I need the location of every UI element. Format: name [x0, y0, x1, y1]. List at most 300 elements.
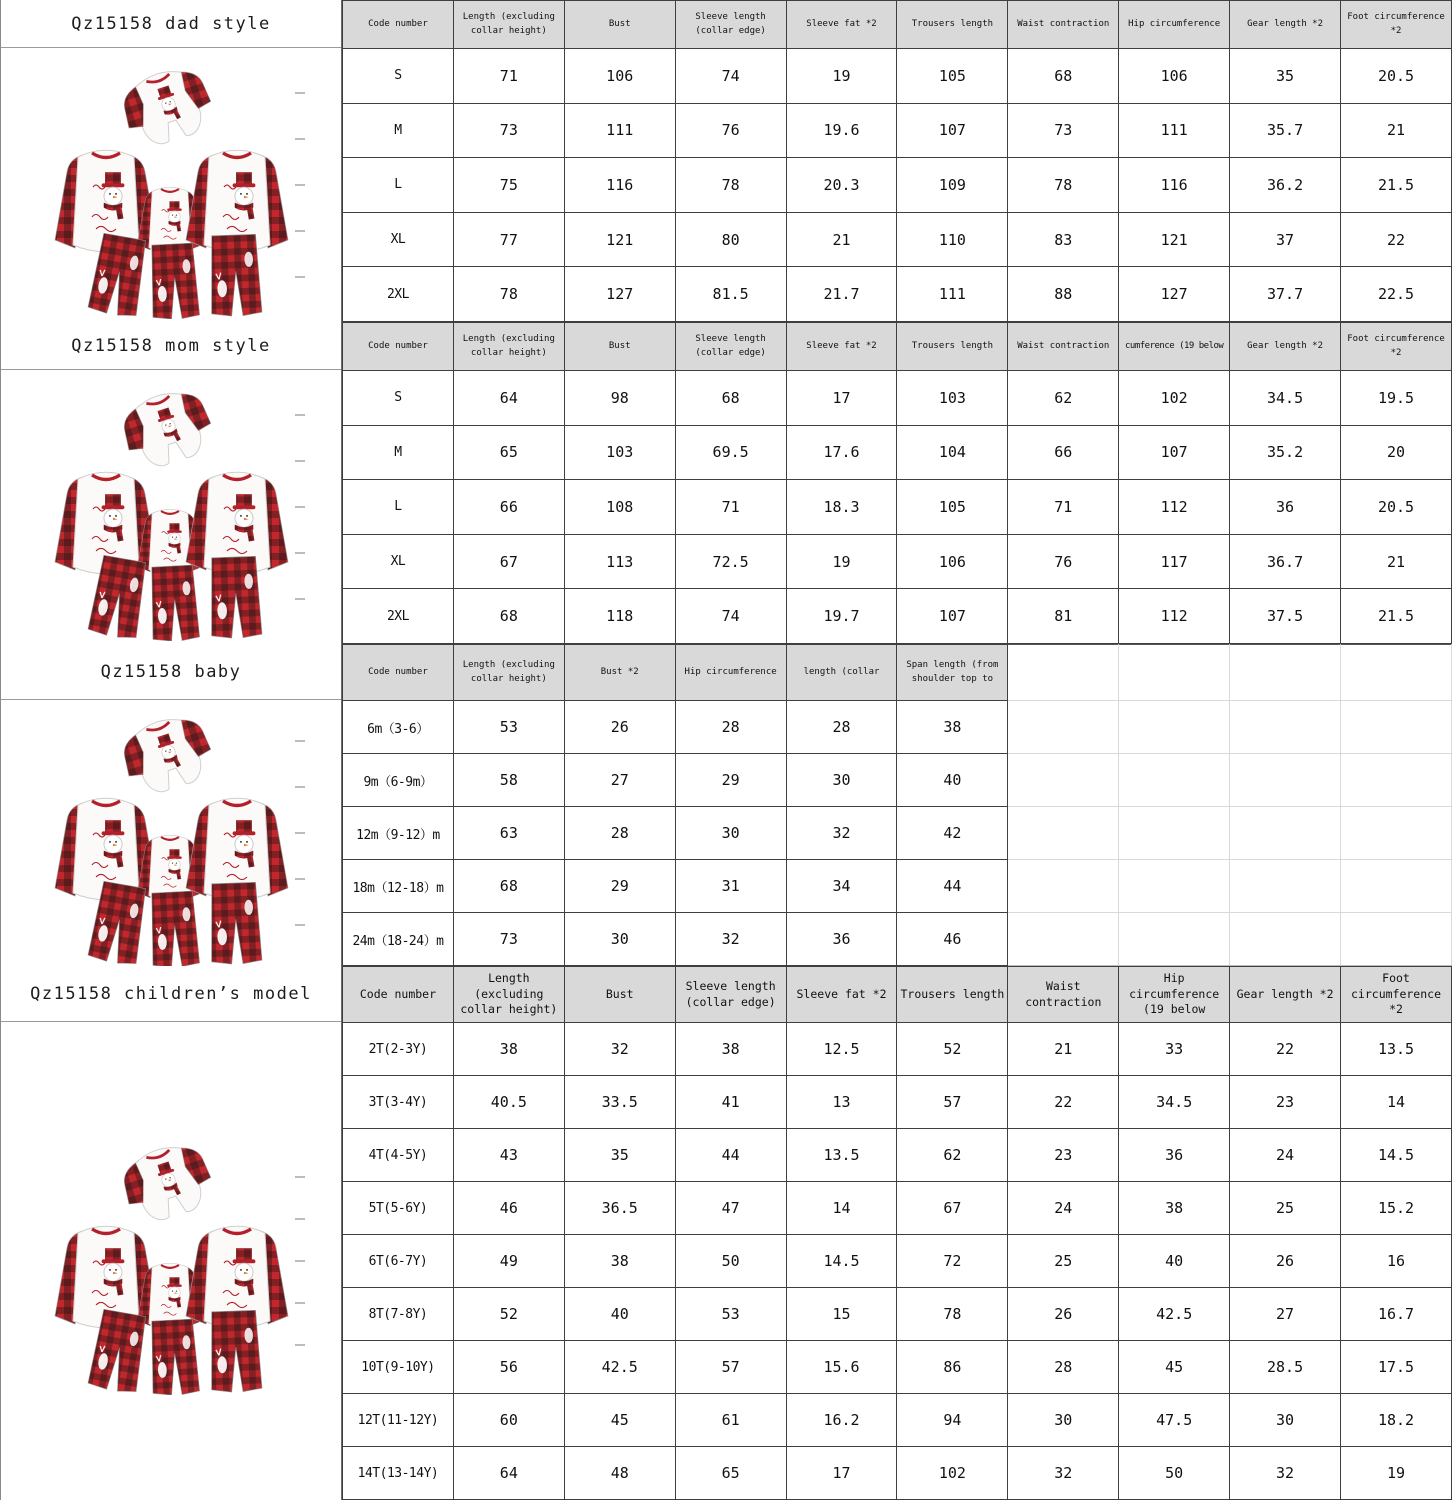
table-cell: 13.5	[1341, 1023, 1452, 1076]
empty-cell	[1008, 754, 1119, 807]
table-cell: 28	[786, 701, 897, 754]
table-cell: 41	[675, 1076, 786, 1129]
table-cell: 42	[897, 807, 1008, 860]
column-header: Foot circumference *2	[1341, 323, 1452, 371]
table-cell: 88	[1008, 267, 1119, 322]
table-cell: 35.2	[1230, 425, 1341, 480]
row-header: 6m（3-6）	[343, 701, 454, 754]
column-header: Waist contraction	[1008, 967, 1119, 1023]
table-cell: 127	[1119, 267, 1230, 322]
table-cell: 58	[453, 754, 564, 807]
dash-mark	[295, 878, 305, 880]
table-cell: 45	[1119, 1341, 1230, 1394]
empty-cell	[1008, 645, 1119, 701]
table-cell: 28	[1008, 1341, 1119, 1394]
column-header: cumference (19 below	[1119, 323, 1230, 371]
table-cell: 36.2	[1230, 158, 1341, 213]
table-cell: 20	[1341, 425, 1452, 480]
column-header: Sleeve length (collar edge)	[675, 323, 786, 371]
section-baby-left-panel	[1, 644, 342, 966]
table-cell: 38	[453, 1023, 564, 1076]
table-cell: 37.5	[1230, 589, 1341, 644]
table-cell: 67	[453, 534, 564, 589]
header-row	[343, 323, 1452, 371]
table-cell: 68	[1008, 49, 1119, 104]
dash-mark	[295, 786, 305, 788]
empty-cell	[1230, 860, 1341, 913]
section-mom-style	[1, 322, 1452, 644]
column-header: Waist contraction	[1008, 1, 1119, 49]
table-row	[343, 860, 1452, 913]
column-header: Waist contraction	[1008, 323, 1119, 371]
table-row	[343, 158, 1452, 213]
table-cell: 72.5	[675, 534, 786, 589]
column-header: Code number	[343, 645, 454, 701]
table-cell: 68	[453, 860, 564, 913]
table-cell: 25	[1008, 1235, 1119, 1288]
table-cell: 111	[564, 103, 675, 158]
table-cell: 33.5	[564, 1076, 675, 1129]
empty-cell	[1119, 807, 1230, 860]
table-cell: 81	[1008, 589, 1119, 644]
table-row	[343, 1235, 1452, 1288]
table-cell: 105	[897, 480, 1008, 535]
table-cell: 116	[564, 158, 675, 213]
column-header: Sleeve length (collar edge)	[675, 1, 786, 49]
column-header: Foot circumference *2	[1341, 967, 1452, 1023]
table-cell: 37.7	[1230, 267, 1341, 322]
table-cell: 57	[897, 1076, 1008, 1129]
table-row	[343, 1288, 1452, 1341]
table-row	[343, 913, 1452, 966]
table-cell: 17.6	[786, 425, 897, 480]
table-cell: 21.5	[1341, 589, 1452, 644]
table-row	[343, 1076, 1452, 1129]
section-dad-left-panel	[1, 0, 342, 322]
product-photo-baby	[1, 700, 341, 966]
table-row	[343, 807, 1452, 860]
table-cell: 14	[1341, 1076, 1452, 1129]
product-photo-children	[1, 1022, 341, 1500]
table-cell: 94	[897, 1394, 1008, 1447]
column-header: Code number	[343, 967, 454, 1023]
table-cell: 107	[897, 589, 1008, 644]
section-mom-left-panel	[1, 322, 342, 644]
table-cell: 98	[564, 371, 675, 426]
empty-cell	[1230, 645, 1341, 701]
table-cell: 26	[1230, 1235, 1341, 1288]
table-cell: 33	[1119, 1023, 1230, 1076]
table-cell: 38	[897, 701, 1008, 754]
table-cell: 34.5	[1119, 1076, 1230, 1129]
table-cell: 23	[1230, 1076, 1341, 1129]
table-cell: 30	[564, 913, 675, 966]
pajama-set-illustration	[46, 51, 296, 319]
size-table-children	[342, 966, 1452, 1500]
column-header: Length (excluding collar height)	[453, 1, 564, 49]
table-cell: 28.5	[1230, 1341, 1341, 1394]
dash-mark	[295, 1260, 305, 1262]
dash-mark	[295, 276, 305, 278]
table-cell: 83	[1008, 212, 1119, 267]
pajama-set-illustration	[46, 373, 296, 641]
table-cell: 24	[1008, 1182, 1119, 1235]
row-header: 12m（9-12）m	[343, 807, 454, 860]
column-header: Hip circumference	[1119, 1, 1230, 49]
row-header: 3T(3-4Y)	[343, 1076, 454, 1129]
table-cell: 38	[564, 1235, 675, 1288]
dash-mark	[295, 414, 305, 416]
table-row	[343, 371, 1452, 426]
table-cell: 46	[453, 1182, 564, 1235]
table-cell: 21	[1341, 534, 1452, 589]
empty-cell	[1341, 807, 1452, 860]
size-table-mom	[342, 322, 1452, 644]
table-cell: 27	[564, 754, 675, 807]
table-cell: 118	[564, 589, 675, 644]
table-cell: 30	[675, 807, 786, 860]
table-cell: 53	[453, 701, 564, 754]
pajama-set-illustration	[46, 1127, 296, 1395]
table-cell: 27	[1230, 1288, 1341, 1341]
table-cell: 40	[1119, 1235, 1230, 1288]
table-cell: 14.5	[786, 1235, 897, 1288]
table-cell: 86	[897, 1341, 1008, 1394]
table-cell: 30	[1008, 1394, 1119, 1447]
header-row	[343, 967, 1452, 1023]
table-cell: 109	[897, 158, 1008, 213]
table-cell: 60	[453, 1394, 564, 1447]
table-cell: 13.5	[786, 1129, 897, 1182]
empty-cell	[1008, 860, 1119, 913]
column-header: Code number	[343, 1, 454, 49]
table-cell: 49	[453, 1235, 564, 1288]
row-header: L	[343, 480, 454, 535]
row-header: 24m（18-24）m	[343, 913, 454, 966]
table-cell: 127	[564, 267, 675, 322]
table-cell: 16.2	[786, 1394, 897, 1447]
table-cell: 63	[453, 807, 564, 860]
dash-mark	[295, 832, 305, 834]
table-cell: 47.5	[1119, 1394, 1230, 1447]
table-row	[343, 754, 1452, 807]
empty-cell	[1119, 860, 1230, 913]
table-cell: 73	[453, 103, 564, 158]
row-header: 18m（12-18）m	[343, 860, 454, 913]
dash-mark	[295, 740, 305, 742]
table-cell: 73	[1008, 103, 1119, 158]
section-baby	[1, 644, 1452, 966]
table-cell: 102	[1119, 371, 1230, 426]
table-cell: 65	[453, 425, 564, 480]
table-row	[343, 49, 1452, 104]
table-row	[343, 701, 1452, 754]
empty-cell	[1341, 754, 1452, 807]
empty-cell	[1119, 754, 1230, 807]
column-header: Trousers length	[897, 967, 1008, 1023]
table-cell: 20.3	[786, 158, 897, 213]
section-children-model	[1, 966, 1452, 1500]
table-cell: 34	[786, 860, 897, 913]
row-header: S	[343, 49, 454, 104]
table-cell: 121	[564, 212, 675, 267]
table-row	[343, 534, 1452, 589]
table-cell: 112	[1119, 589, 1230, 644]
column-header: Gear length *2	[1230, 323, 1341, 371]
column-header: Length (excluding collar height)	[453, 967, 564, 1023]
header-row	[343, 645, 1452, 701]
table-cell: 111	[897, 267, 1008, 322]
table-cell: 71	[453, 49, 564, 104]
table-cell: 75	[453, 158, 564, 213]
table-cell: 28	[564, 807, 675, 860]
table-cell: 13	[786, 1076, 897, 1129]
table-cell: 35	[1230, 49, 1341, 104]
table-cell: 112	[1119, 480, 1230, 535]
table-cell: 20.5	[1341, 480, 1452, 535]
row-header: 10T(9-10Y)	[343, 1341, 454, 1394]
table-cell: 15	[786, 1288, 897, 1341]
table-cell: 74	[675, 589, 786, 644]
table-row	[343, 1129, 1452, 1182]
table-cell: 62	[897, 1129, 1008, 1182]
table-row	[343, 267, 1452, 322]
row-header: L	[343, 158, 454, 213]
table-cell: 24	[1230, 1129, 1341, 1182]
dash-mark	[295, 184, 305, 186]
empty-cell	[1230, 807, 1341, 860]
table-cell: 30	[1230, 1394, 1341, 1447]
table-cell: 16.7	[1341, 1288, 1452, 1341]
table-cell: 64	[453, 1447, 564, 1500]
row-header: 6T(6-7Y)	[343, 1235, 454, 1288]
table-row	[343, 1447, 1452, 1500]
section-title-dad: Qz15158 dad style	[1, 0, 341, 48]
dash-mark	[295, 460, 305, 462]
section-title-baby: Qz15158 baby	[1, 644, 341, 700]
column-header: Length (excluding collar height)	[453, 323, 564, 371]
column-header: Trousers length	[897, 323, 1008, 371]
empty-cell	[1008, 807, 1119, 860]
empty-cell	[1119, 645, 1230, 701]
column-header: Code number	[343, 323, 454, 371]
column-header: Bust	[564, 323, 675, 371]
dash-mark	[295, 138, 305, 140]
table-cell: 50	[1119, 1447, 1230, 1500]
table-cell: 43	[453, 1129, 564, 1182]
table-cell: 35.7	[1230, 103, 1341, 158]
table-cell: 14	[786, 1182, 897, 1235]
row-header: 2XL	[343, 267, 454, 322]
table-cell: 53	[675, 1288, 786, 1341]
table-cell: 74	[675, 49, 786, 104]
table-cell: 34.5	[1230, 371, 1341, 426]
table-cell: 32	[564, 1023, 675, 1076]
table-cell: 16	[1341, 1235, 1452, 1288]
table-cell: 29	[675, 754, 786, 807]
empty-cell	[1119, 913, 1230, 966]
table-cell: 17	[786, 371, 897, 426]
row-header: 14T(13-14Y)	[343, 1447, 454, 1500]
thumbnail-dashes	[295, 1176, 305, 1346]
column-header: Length (excluding collar height)	[453, 645, 564, 701]
section-dad-style	[1, 0, 1452, 322]
column-header: Sleeve fat *2	[786, 1, 897, 49]
table-cell: 57	[675, 1341, 786, 1394]
size-table-dad	[342, 0, 1452, 322]
table-cell: 73	[453, 913, 564, 966]
table-row	[343, 589, 1452, 644]
table-cell: 80	[675, 212, 786, 267]
table-cell: 76	[675, 103, 786, 158]
table-cell: 78	[675, 158, 786, 213]
table-cell: 21.7	[786, 267, 897, 322]
table-cell: 105	[897, 49, 1008, 104]
section-children-left-panel	[1, 966, 342, 1500]
table-cell: 108	[564, 480, 675, 535]
table-cell: 19.7	[786, 589, 897, 644]
row-header: 2T(2-3Y)	[343, 1023, 454, 1076]
table-cell: 106	[1119, 49, 1230, 104]
table-cell: 17	[786, 1447, 897, 1500]
dash-mark	[295, 230, 305, 232]
product-photo-mom	[1, 370, 341, 644]
table-cell: 67	[897, 1182, 1008, 1235]
table-cell: 22	[1230, 1023, 1341, 1076]
table-cell: 31	[675, 860, 786, 913]
table-cell: 52	[453, 1288, 564, 1341]
table-cell: 21	[1341, 103, 1452, 158]
row-header: 2XL	[343, 589, 454, 644]
dash-mark	[295, 506, 305, 508]
dash-mark	[295, 924, 305, 926]
table-cell: 44	[897, 860, 1008, 913]
dash-mark	[295, 92, 305, 94]
table-cell: 116	[1119, 158, 1230, 213]
table-cell: 40.5	[453, 1076, 564, 1129]
product-photo-dad	[1, 48, 341, 322]
table-cell: 61	[675, 1394, 786, 1447]
size-table-baby	[342, 644, 1452, 966]
empty-cell	[1341, 860, 1452, 913]
empty-cell	[1341, 913, 1452, 966]
table-cell: 56	[453, 1341, 564, 1394]
empty-cell	[1230, 701, 1341, 754]
table-cell: 29	[564, 860, 675, 913]
table-cell: 40	[897, 754, 1008, 807]
table-cell: 21	[786, 212, 897, 267]
table-cell: 18.3	[786, 480, 897, 535]
column-header: Bust *2	[564, 645, 675, 701]
table-cell: 44	[675, 1129, 786, 1182]
table-cell: 28	[675, 701, 786, 754]
table-cell: 26	[1008, 1288, 1119, 1341]
row-header: 5T(5-6Y)	[343, 1182, 454, 1235]
table-cell: 38	[675, 1023, 786, 1076]
table-cell: 19	[1341, 1447, 1452, 1500]
table-cell: 32	[675, 913, 786, 966]
table-row	[343, 212, 1452, 267]
table-cell: 40	[564, 1288, 675, 1341]
table-cell: 107	[1119, 425, 1230, 480]
table-cell: 25	[1230, 1182, 1341, 1235]
row-header: M	[343, 103, 454, 158]
table-cell: 103	[897, 371, 1008, 426]
row-header: XL	[343, 534, 454, 589]
dash-mark	[295, 1344, 305, 1346]
table-cell: 21.5	[1341, 158, 1452, 213]
table-cell: 46	[897, 913, 1008, 966]
row-header: 4T(4-5Y)	[343, 1129, 454, 1182]
table-cell: 36	[786, 913, 897, 966]
table-cell: 36.7	[1230, 534, 1341, 589]
table-cell: 52	[897, 1023, 1008, 1076]
table-cell: 20.5	[1341, 49, 1452, 104]
table-cell: 71	[675, 480, 786, 535]
table-row	[343, 1182, 1452, 1235]
table-cell: 23	[1008, 1129, 1119, 1182]
table-cell: 78	[1008, 158, 1119, 213]
row-header: S	[343, 371, 454, 426]
header-row	[343, 1, 1452, 49]
column-header: Hip circumference	[675, 645, 786, 701]
table-cell: 64	[453, 371, 564, 426]
table-cell: 21	[1008, 1023, 1119, 1076]
empty-cell	[1230, 754, 1341, 807]
table-cell: 32	[786, 807, 897, 860]
table-cell: 30	[786, 754, 897, 807]
row-header: M	[343, 425, 454, 480]
table-cell: 106	[897, 534, 1008, 589]
table-cell: 117	[1119, 534, 1230, 589]
table-cell: 78	[897, 1288, 1008, 1341]
table-cell: 48	[564, 1447, 675, 1500]
column-header: Gear length *2	[1230, 967, 1341, 1023]
column-header: Hip circumference (19 below	[1119, 967, 1230, 1023]
table-row	[343, 425, 1452, 480]
empty-cell	[1341, 645, 1452, 701]
table-cell: 22.5	[1341, 267, 1452, 322]
table-cell: 65	[675, 1447, 786, 1500]
table-cell: 36	[1119, 1129, 1230, 1182]
table-cell: 22	[1341, 212, 1452, 267]
table-cell: 14.5	[1341, 1129, 1452, 1182]
column-header: Sleeve length (collar edge)	[675, 967, 786, 1023]
row-header: XL	[343, 212, 454, 267]
table-cell: 38	[1119, 1182, 1230, 1235]
table-row	[343, 1394, 1452, 1447]
table-cell: 68	[453, 589, 564, 644]
table-cell: 42.5	[564, 1341, 675, 1394]
column-header: Span length (from shoulder top to	[897, 645, 1008, 701]
table-cell: 111	[1119, 103, 1230, 158]
column-header: Bust	[564, 1, 675, 49]
table-cell: 62	[1008, 371, 1119, 426]
table-cell: 107	[897, 103, 1008, 158]
empty-cell	[1341, 701, 1452, 754]
thumbnail-dashes	[295, 740, 305, 926]
table-cell: 110	[897, 212, 1008, 267]
table-cell: 47	[675, 1182, 786, 1235]
table-cell: 12.5	[786, 1023, 897, 1076]
table-cell: 36	[1230, 480, 1341, 535]
table-cell: 50	[675, 1235, 786, 1288]
empty-cell	[1119, 701, 1230, 754]
table-cell: 22	[1008, 1076, 1119, 1129]
dash-mark	[295, 1218, 305, 1220]
table-cell: 76	[1008, 534, 1119, 589]
table-cell: 81.5	[675, 267, 786, 322]
